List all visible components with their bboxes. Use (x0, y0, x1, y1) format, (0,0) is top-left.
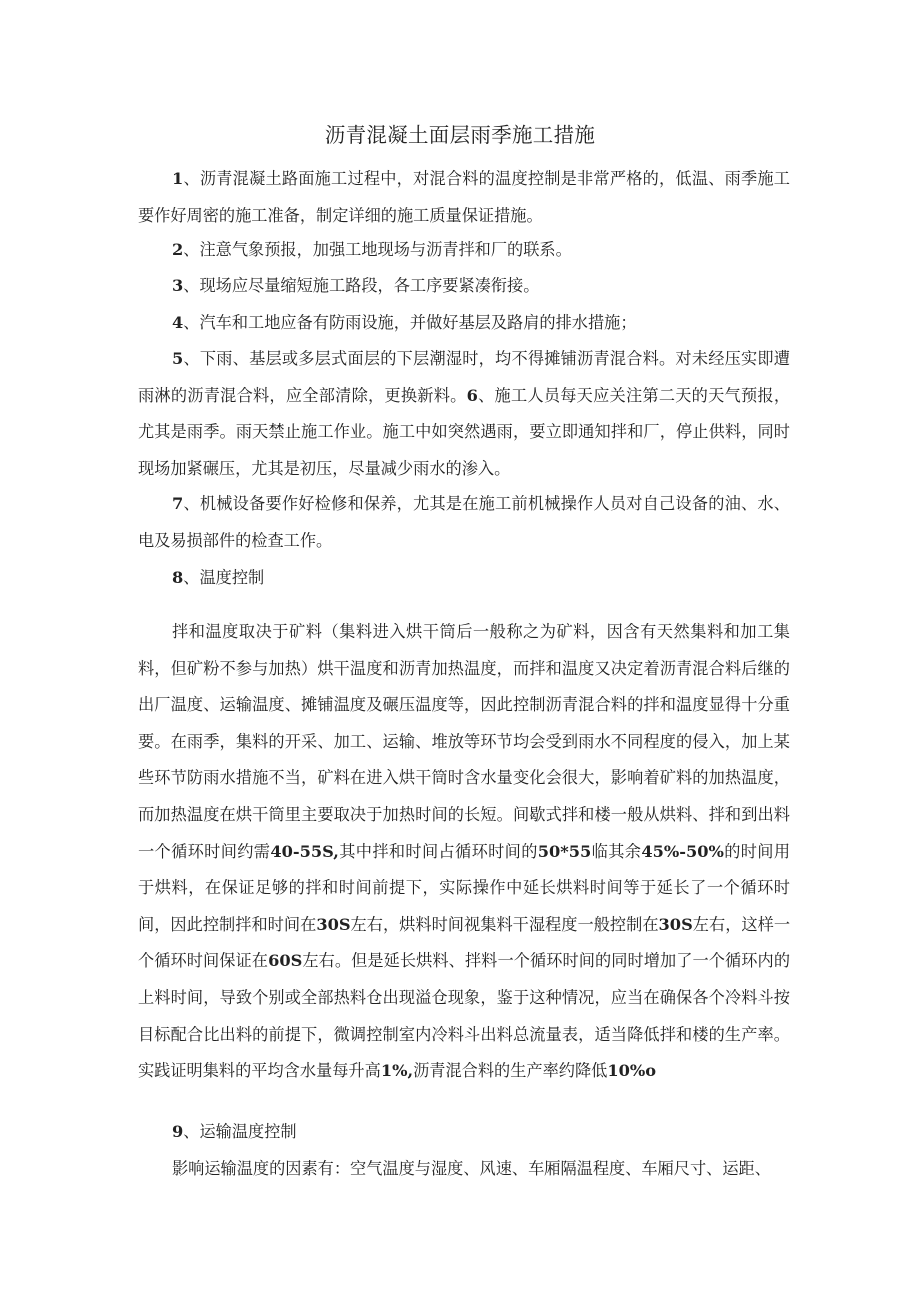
paragraph-transport-factors: 影响运输温度的因素有：空气温度与湿度、风速、车厢隔温程度、车厢尺寸、运距、 (172, 1159, 771, 1178)
value-mix-time: 30S (316, 914, 351, 934)
paragraph-item-3 (138, 268, 790, 305)
paragraph-item-5-6 (138, 341, 790, 487)
paragraph-item-7 (138, 486, 790, 559)
item-text: 、沥青混凝土路面施工过程中，对混合料的温度控制是非常严格的，低温、雨季施工要作好周密的施工准备，制定详细的施工质量保证措施。 (138, 169, 790, 225)
item-text: 、下雨、基层或多层式面层的下层潮湿时，均不得摊铺沥青混合料。对未经压实即遭雨淋的沥青混合料，应全部清除，更换新料。 (138, 349, 790, 405)
text-run: 左右。但是延长烘料、拌料一个循环时间的同时增加了一个循环内的上料时间，导致个别或全部热料仓出现溢仓现象，鉴于这种情况，应当在确保各个冷料斗按目标配合比出料的前提下，微调控制室内冷料斗出料总流量表，适当降低拌和楼的生产率。实践证明集料的平均含水量每升高 (138, 951, 791, 1081)
item-text: 、现场应尽量缩短施工路段，各工序要紧凑衔接。 (183, 276, 540, 295)
text-run: 拌和温度取决于矿料（集料进入烘干筒后一般称之为矿料，因含有天然集料和加工集料，但矿粉不参与加热）烘干温度和沥青加热温度，而拌和温度又决定着沥青混合料后继的出厂温度、运输温度、摊铺温度及碾压温度等，因此控制沥青混合料的拌和温度显得十分重要。在雨季，集料的开采、加工、运输、堆放等环节均会受到雨水不同程度的侵入，加上某些环节防雨水措施不当，矿料在进入烘干筒时含水量变化会很大，影响着矿料的加热温度，而加热温度在烘干筒里主要取决于加热时间的长短。间歇式拌和楼一般从烘料、拌和到出料一个循环时间约需 (138, 622, 790, 861)
paragraph-item-1 (138, 161, 790, 234)
text-run: 左右，烘料时间视集料干湿程度一般控制在 (350, 914, 659, 934)
item-text: 、施工人员每天应关注第二天的天气预报，尤其是雨季。雨天禁止施工作业。施工中如突然遇雨，要立即通知拌和厂，停止供料，同时现场加紧碾压，尤其是初压，尽量减少雨水的渗入。 (138, 385, 791, 478)
item-text: 、机械设备要作好检修和保养，尤其是在施工前机械操作人员对自己设备的油、水、电及易损部件的检查工作。 (138, 494, 790, 550)
text-run: 沥青混合料的生产率约降低 (413, 1061, 608, 1081)
value-cycle-time: 40-55S, (270, 841, 339, 861)
paragraph-temperature-control (138, 614, 790, 1090)
item-text: 、汽车和工地应备有防雨设施，并做好基层及路肩的排水措施； (183, 313, 637, 332)
text-run: 其中拌和时间占循环时间的 (338, 841, 538, 861)
item-number: 5 (172, 349, 184, 368)
text-run: 临其余 (591, 841, 642, 861)
item-number: 7 (172, 494, 184, 513)
item-number: 8 (172, 568, 184, 587)
text-run: 左右，这样一个循环时间保证在 (138, 914, 791, 971)
heading-item-9 (138, 1114, 790, 1151)
value-drying-time: 30S (658, 914, 693, 934)
heading-item-8 (138, 560, 790, 597)
item-text: 、注意气象预报，加强工地现场与沥青拌和厂的联系。 (183, 240, 572, 259)
value-drying-ratio: 45%-50% (641, 841, 724, 861)
item-text: 、温度控制 (183, 568, 265, 587)
paragraph-item-4 (138, 305, 790, 342)
paragraph-item-2 (138, 232, 790, 269)
item-number: 4 (172, 313, 184, 332)
value-productivity-drop: 10%o (607, 1061, 657, 1081)
item-text: 、运输温度控制 (183, 1122, 297, 1141)
item-number: 3 (172, 276, 184, 295)
text-run: 的时间用于烘料，在保证足够的拌和时间前提下，实际操作中延长烘料时间等于延长了一个循环时间，因此控制拌和时间在 (138, 841, 791, 934)
page-title: 沥青混凝土面层雨季施工措施 (324, 123, 596, 147)
item-number: 2 (172, 240, 184, 259)
value-moisture-increase: 1%, (380, 1061, 414, 1081)
item-number: 9 (172, 1122, 184, 1141)
value-cycle-total: 60S (268, 951, 303, 971)
item-number: 1 (172, 169, 184, 188)
value-mix-ratio: 50*55 (537, 841, 592, 861)
item-number: 6 (466, 385, 478, 405)
